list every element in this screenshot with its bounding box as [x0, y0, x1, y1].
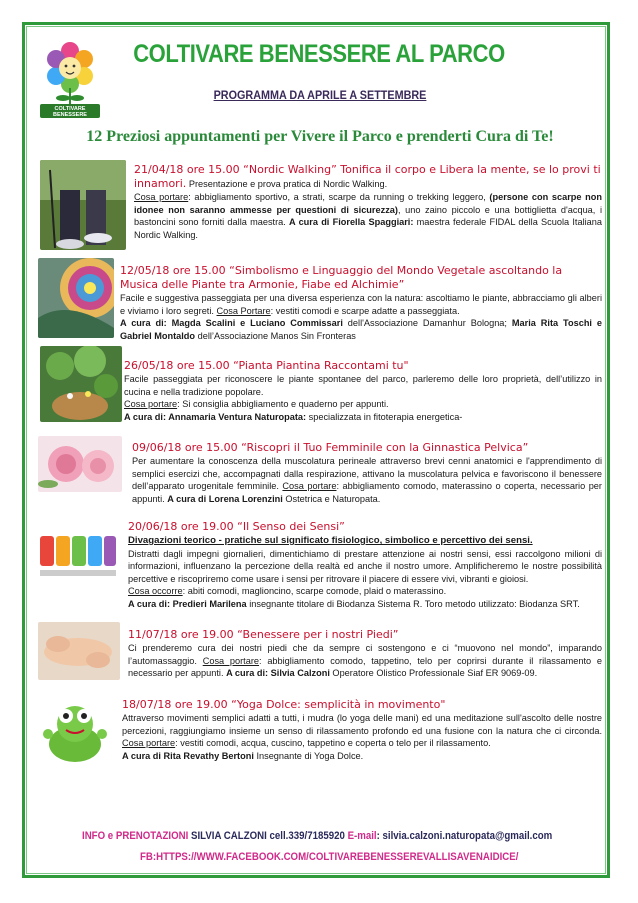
- event-intro: Per aumentare la conoscenza della muscolatura perineale attraverso brevi cenni anatomici e l'apprendimento di semplici esercizi che, accompagnati dalla respirazione, attivano la muscolatura pelvica e favoriscono il benessere dell’apparato urogenitale femminile.: [132, 456, 602, 492]
- event-portare-text: : abbigliamento comodo, tappetino, telo per coprirsi durante il rilassamento e necessario per appunti.: [128, 655, 602, 679]
- event-title: “Benessere per i nostri Piedi”: [237, 628, 399, 641]
- event-intro: Facile passeggiata per riconoscere le piante spontanee del parco, parleremo delle loro proprietà, dell’utilizzo in cucina e nella tradizione popolare.: [124, 374, 602, 397]
- event-cura-label: A cura di: Magda Scalini e Luciano Commissari: [120, 318, 343, 329]
- footer-facebook-link[interactable]: FB:HTTPS://WWW.FACEBOOK.COM/COLTIVAREBENESSEREVALLISAVENAIDICE/: [140, 851, 519, 863]
- event-portare-label: Cosa portare: [122, 738, 176, 749]
- event-cura-label: A cura di: Predieri Marilena: [128, 598, 247, 609]
- event-cura-text: Insegnante di Yoga Dolce.: [253, 750, 364, 761]
- nordic-walking-photo-icon: [40, 160, 126, 250]
- event-portare-label: Cosa portare: [124, 399, 178, 410]
- event-portare-label: Cosa portare: [282, 481, 337, 492]
- event-6: [128, 628, 602, 680]
- event-date: 11/07/18 ore 19.00: [128, 628, 234, 641]
- event-cura-label2: Maria Rita Toschi e Gabriel Montaldo: [120, 318, 602, 341]
- event-date: 20/06/18 ore 19.00: [128, 520, 234, 533]
- herbs-basket-photo-icon: [40, 346, 122, 422]
- event-title: “Pianta Piantina Raccontami tu": [233, 359, 409, 372]
- event-4: [132, 441, 602, 505]
- tagline: 12 Preziosi appuntamenti per Vivere il Parco e prenderti Cura di Te!: [86, 128, 554, 145]
- event-portare-text: : Si consiglia abbigliamento e quaderno per appunti.: [177, 399, 389, 410]
- event-title: “Simbolismo e Linguaggio del Mondo Vegetale ascoltando la Musica delle Piante tra Armonie, Fiabe ed Alchimie”: [120, 264, 563, 291]
- event-date: 21/04/18 ore 15.00: [134, 163, 240, 176]
- event-portare-text: : abbigliamento sportivo, a strati, scarpe da running o trekking leggero,: [188, 192, 490, 202]
- event-cura-label: A cura di Rita Revathy Bertoni: [122, 750, 254, 761]
- event-portare-label: Cosa portare: [134, 192, 189, 202]
- event-2: [120, 264, 602, 342]
- event-date: 12/05/18 ore 15.00: [120, 264, 226, 277]
- event-lead: Divagazioni teorico - pratiche sul significato fisiologico, simbolico e percettivo dei sensi.: [128, 535, 533, 546]
- yoga-frog-icon: [38, 694, 112, 768]
- event-date: 26/05/18 ore 15.00: [124, 359, 230, 372]
- event-intro: Ci prenderemo cura dei nostri piedi che da sempre ci sostengono e ci “muovono nel mondo”, imparando l’automassaggio.: [128, 643, 602, 666]
- event-cura-label: A cura di: Annamaria Ventura Naturopata:: [124, 411, 307, 422]
- event-cura-label: A cura di Fiorella Spaggiari:: [289, 217, 414, 228]
- event-portare-text: : vestiti comodi e scarpe adatte a passeggiata.: [270, 305, 460, 316]
- page-title: COLTIVARE BENESSERE AL PARCO: [133, 40, 505, 68]
- event-cura-label: A cura di Lorena Lorenzini: [167, 493, 283, 504]
- event-portare-bold: (persone con scarpe non idonee non saranno ammesse per questioni di sicurezza): [134, 192, 602, 215]
- event-portare-text: : vestiti comodi, acqua, cuscino, tappetino e coperta o telo per il rilassamento.: [175, 738, 491, 749]
- event-portare-label: Cosa Portare: [216, 305, 271, 316]
- roses-photo-icon: [38, 436, 122, 492]
- event-cura-text: Operatore Olistico Professionale Siaf ER 9069-09.: [329, 668, 538, 679]
- event-intro: Presentazione e prova pratica di Nordic Walking.: [186, 179, 388, 189]
- footer-info-label: INFO e PRENOTAZIONI: [82, 830, 189, 842]
- event-cura-text: maestra federale FIDAL della Scuola Italiana Nordic Walking.: [134, 217, 602, 240]
- event-intro: Attraverso movimenti semplici adatti a tutti, i mudra (lo yoga delle mani) ed una meditazione sull'ascolto delle nostre percezioni, raggiungiamo insieme un senso di rilassamento profondo ed una fusione con la natura che ci circonda.: [122, 713, 602, 736]
- event-3: [124, 359, 602, 423]
- event-cura-text: Ostetrica e Naturopata.: [282, 493, 381, 504]
- event-portare-rest: , uno zaino piccolo e una bottiglietta d'acqua, i bastoncini sono forniti dalla maestra.: [134, 204, 602, 228]
- event-cura-text: insegnante titolare di Biodanza Sistema R. Toro metodo utilizzato: Biodanza SRT.: [246, 598, 580, 609]
- event-cura-text2: dell’Associazione Manos Sin Fronteras: [195, 330, 356, 341]
- event-title: “Riscopri il Tuo Femminile con la Ginnastica Pelvica”: [241, 441, 529, 454]
- event-portare-label: Cosa occorre: [128, 586, 183, 597]
- event-intro: Facile e suggestiva passeggiata per una diversa esperienza con la natura: ascoltiamo le piante, abbracciamo gli alberi e viviamo i loro segreti.: [120, 293, 602, 316]
- event-intro: Distratti dagli impegni giornalieri, dimentichiamo di prestare attenzione ai nostri sensi, essi raccolgono milioni di informazioni, influenzano la percezione della realtà ed anche il nostro umore. Amplificheremo le nostre possibilità percettive e riscopriremo come usare i sensi per ritrovare il piacere di essere vivi, vibranti e gioiosi.: [128, 548, 602, 584]
- event-portare-label: Cosa portare: [202, 655, 260, 666]
- senses-icons-icon: [38, 530, 118, 582]
- event-7: [122, 698, 602, 762]
- event-title: “Il Senso dei Sensi”: [237, 520, 345, 533]
- event-5: [128, 520, 602, 611]
- footer-email-label: E-mail: [347, 830, 377, 842]
- logo-text: COLTIVARE BENESSERE: [53, 106, 87, 118]
- mandala-art-icon: [38, 258, 114, 338]
- event-cura-label: A cura di: Silvia Calzoni: [226, 668, 330, 679]
- footer-email[interactable]: : silvia.calzoni.naturopata@gmail.com: [376, 830, 553, 842]
- feet-massage-photo-icon: [38, 622, 120, 680]
- event-title: “Yoga Dolce: semplicità in movimento": [231, 698, 446, 711]
- event-portare-text: : abiti comodi, maglioncino, scarpe comode, plaid o materassino.: [182, 586, 447, 597]
- event-1: [134, 163, 602, 241]
- event-cura-text: specializzata in fitoterapia energetica-: [306, 411, 463, 422]
- event-date: 09/06/18 ore 15.00: [132, 441, 238, 454]
- event-cura-text: dell'Associazione Damanhur Bologna;: [342, 318, 512, 329]
- event-portare-text: : abbigliamento comodo, materassino o coperta, necessario per appunti.: [132, 481, 602, 504]
- page-subtitle: PROGRAMMA DA APRILE A SETTEMBRE: [213, 88, 427, 102]
- footer-contact: [82, 830, 553, 842]
- event-date: 18/07/18 ore 19.00: [122, 698, 228, 711]
- footer-contact-text: SILVIA CALZONI cell.339/7185920: [188, 830, 348, 842]
- event-title: “Nordic Walking” Tonifica il corpo e Libera la mente, se lo provi ti innamori.: [134, 163, 601, 190]
